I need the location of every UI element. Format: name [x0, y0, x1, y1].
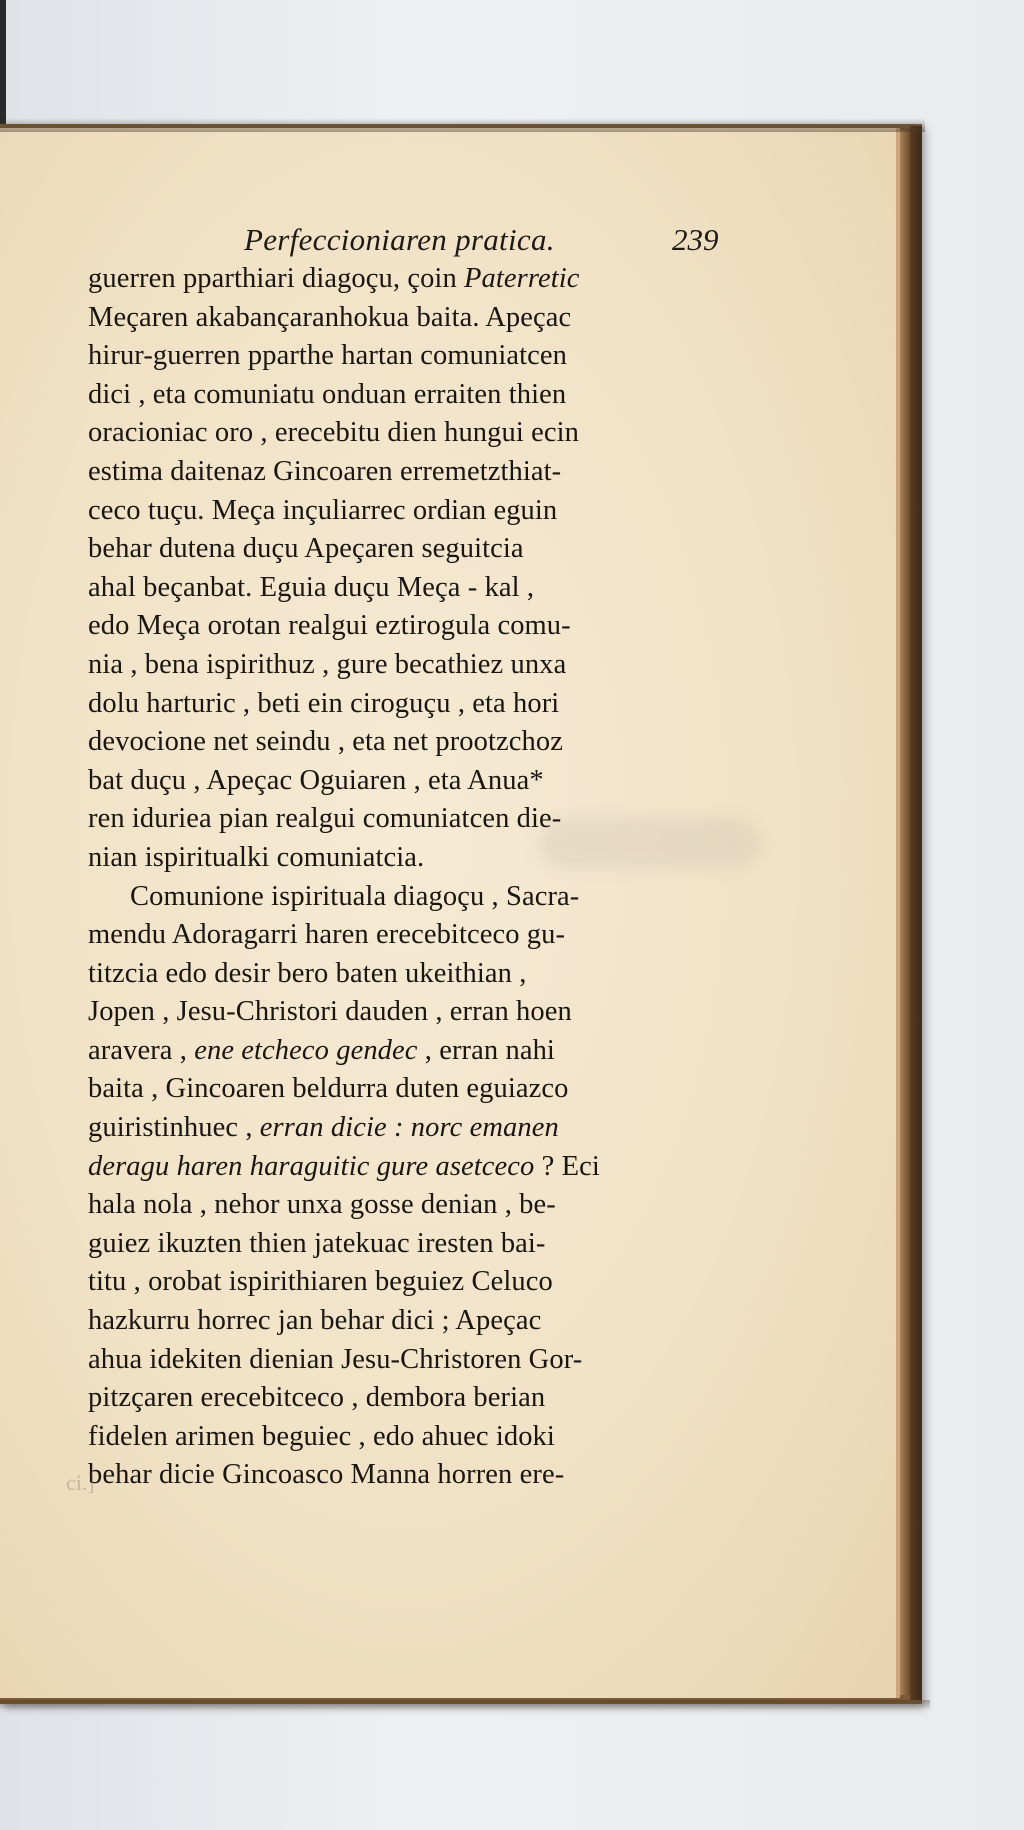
text-line-main: Comunione ispirituala diagoçu , Sacra-: [130, 880, 580, 912]
text-line: [88, 1456, 728, 1495]
text-line: [88, 1225, 728, 1264]
text-line: [88, 260, 728, 299]
text-line-main: Meçaren akabançaranhokua baita. Apeçac: [88, 301, 572, 333]
page-number: 239: [672, 222, 719, 257]
text-line: [88, 1418, 728, 1457]
text-line: [88, 299, 728, 338]
text-line-main: hazkurru horrec jan behar dici ; Apeçac: [88, 1305, 542, 1337]
text-line-main: aravera ,: [88, 1034, 195, 1066]
text-line: [88, 492, 728, 531]
text-line-main: dici , eta comuniatu onduan erraiten thien: [88, 378, 567, 410]
text-line-main: behar dutena duçu Apeçaren seguitcia: [88, 533, 524, 565]
text-line: [88, 916, 728, 955]
text-line-main: baita , Gincoaren beldurra duten eguiazco: [88, 1073, 569, 1105]
text-line: [88, 414, 728, 453]
text-line-italic: ene etcheco gendec: [194, 1034, 418, 1066]
text-line: [88, 1341, 728, 1380]
text-line-main: estima daitenaz Gincoaren erremetzthiat-: [88, 455, 562, 487]
text-line-main: oracioniac oro , erecebitu dien hungui ecin: [88, 417, 579, 449]
text-line: [88, 337, 728, 376]
text-line: [88, 1379, 728, 1418]
faint-catchword: ci.]: [66, 1470, 95, 1495]
text-line: [88, 993, 728, 1032]
text-line: [88, 1263, 728, 1302]
text-line-main: pitzçaren erecebitceco , dembora berian: [88, 1382, 546, 1414]
text-line: [88, 1148, 728, 1187]
text-line-main: guiez ikuzten thien jatekuac iresten bai-: [88, 1227, 546, 1259]
text-line-tail: ? Eci: [534, 1150, 600, 1182]
text-line: [88, 646, 728, 685]
text-line: [88, 723, 728, 762]
text-line-main: edo Meça orotan realgui eztirogula comu-: [88, 610, 571, 642]
running-head: Perfeccioniaren pratica.: [244, 222, 555, 257]
text-line: [88, 1302, 728, 1341]
text-line: [88, 685, 728, 724]
top-shadow: [0, 118, 925, 132]
text-line: [88, 1070, 728, 1109]
text-line-italic: Paterretic: [464, 263, 580, 294]
text-line: [88, 607, 728, 646]
bottom-shadow: [0, 1700, 930, 1710]
text-line-main: behar dicie Gincoasco Manna horren ere-: [88, 1459, 565, 1491]
text-line-main: hirur-guerren pparthe hartan comuniatcen: [88, 340, 567, 372]
text-line: [88, 800, 728, 839]
text-line-main: guiristinhuec ,: [88, 1112, 260, 1144]
text-line-main: dolu harturic , beti ein ciroguçu , eta hori: [88, 687, 560, 719]
text-line-main: Jopen , Jesu-Christori dauden , erran hoen: [88, 996, 572, 1028]
text-line: [88, 839, 728, 878]
text-line: [88, 762, 728, 801]
text-line-main: titzcia edo desir bero baten ukeithian ,: [88, 957, 527, 989]
text-line-main: ahua idekiten dienian Jesu-Christoren Gor-: [88, 1343, 583, 1375]
text-line-main: guerren pparthiari diagoçu, çoin: [88, 263, 465, 294]
text-line: [88, 1032, 728, 1071]
text-line-main: devocione net seindu , eta net prootzchoz: [88, 726, 563, 758]
page-edge-light: [900, 130, 910, 1695]
text-line: [88, 530, 728, 569]
text-line-main: mendu Adoragarri haren erecebitceco gu-: [88, 919, 566, 951]
text-line-italic: erran dicie : norc emanen: [259, 1112, 559, 1144]
text-line-tail: , erran nahi: [417, 1034, 555, 1066]
previous-page-edge: [0, 0, 6, 125]
text-line: [88, 453, 728, 492]
text-line-main: ahal beçanbat. Eguia duçu Meça - kal ,: [88, 571, 535, 603]
text-line-italic: deragu haren haraguitic gure asetceco: [88, 1150, 535, 1182]
text-line-main: fidelen arimen beguiec , edo ahuec idoki: [88, 1420, 555, 1452]
text-line-main: bat duçu , Apeçac Oguiaren , eta Anua*: [88, 764, 544, 796]
text-line-main: nian ispiritualki comuniatcia.: [88, 841, 425, 873]
body-text: [88, 260, 728, 1495]
text-line: [88, 376, 728, 415]
text-line: [88, 1186, 728, 1225]
text-line: [88, 878, 728, 917]
text-line: [88, 955, 728, 994]
text-line-main: hala nola , nehor unxa gosse denian , be-: [88, 1189, 556, 1221]
text-line-main: ren iduriea pian realgui comuniatcen die-: [88, 803, 562, 835]
text-line-main: ceco tuçu. Meça inçuliarrec ordian eguin: [88, 494, 558, 526]
text-line-main: titu , orobat ispirithiaren beguiez Celuco: [88, 1266, 553, 1298]
text-line-main: nia , bena ispirithuz , gure becathiez unxa: [88, 648, 567, 680]
page-edge-dark: [910, 126, 922, 1700]
text-line: [88, 1109, 728, 1148]
text-line: [88, 569, 728, 608]
